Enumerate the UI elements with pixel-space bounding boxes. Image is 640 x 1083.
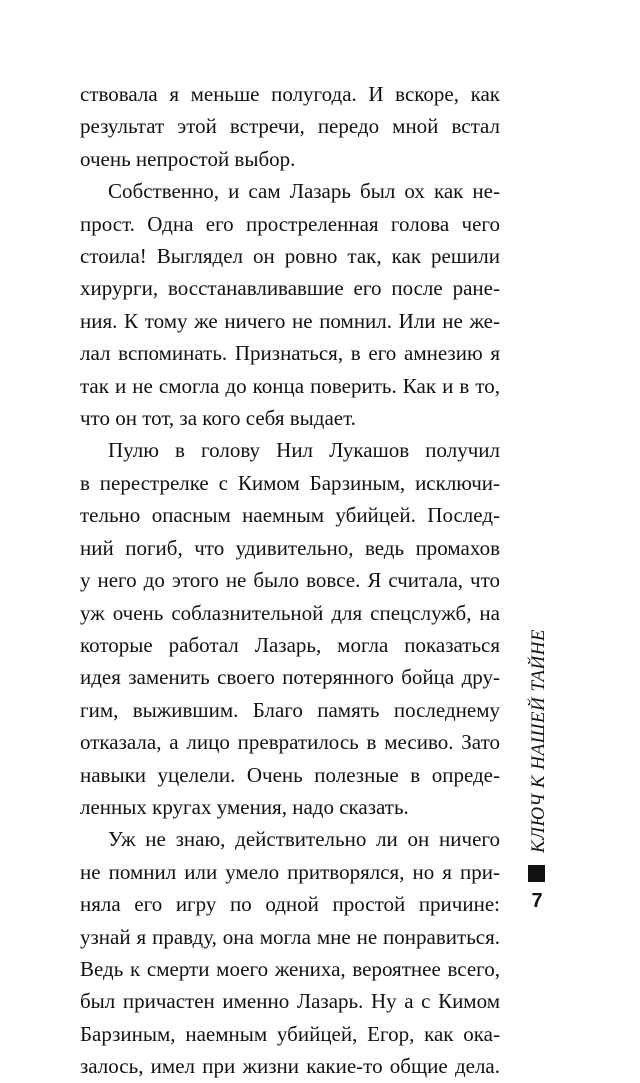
text-line: тельно опасным наемным убийцей. Послед-: [80, 503, 500, 528]
text-line: навыки уцелели. Очень полезные в опреде-: [80, 762, 500, 787]
text-line: прост. Одна его простреленная голова чего: [80, 211, 500, 236]
text-line: был причастен именно Лазарь. Ну а с Кимом: [80, 989, 500, 1014]
text-line: не помнил или умело притворялся, но я при-: [80, 859, 500, 884]
paragraph-1: [80, 78, 500, 175]
text-line: очень непростой выбор.: [80, 146, 296, 171]
text-line: Ведь к смерти моего жениха, вероятнее всего,: [80, 956, 500, 981]
text-line: лал вспоминать. Признаться, в его амнезию я: [80, 341, 500, 366]
page-number: 7: [531, 890, 543, 912]
text-line: ствовала я меньше полугода. И вскоре, как: [80, 82, 500, 106]
text-line: гим, выжившим. Благо память последнему: [80, 697, 500, 722]
paragraph-2: [80, 175, 500, 434]
text-line: залось, имел при жизни какие-то общие дела.: [80, 1054, 500, 1079]
text-line: узнай я правду, она могла мне не понравиться.: [80, 924, 500, 949]
text-line: отказала, а лицо превратилось в месиво. Зато: [80, 730, 500, 755]
text-line: у него до этого не было вовсе. Я считала, что: [80, 568, 500, 593]
text-line: идея заменить своего потерянного бойца дру-: [80, 665, 500, 690]
text-line: стоила! Выглядел он ровно так, как решили: [80, 244, 500, 269]
text-line: няла его игру по одной простой причине:: [80, 892, 500, 917]
running-title-text: КЛЮЧ К НАШЕЙ ТАЙНЕ: [528, 628, 550, 854]
paragraph-3: [80, 434, 500, 823]
text-line: Барзиным, наемным убийцей, Егор, как ока-: [80, 1021, 500, 1046]
text-line: Уж не знаю, действительно ли он ничего: [108, 827, 500, 852]
text-line: ния. К тому же ничего не помнил. Или не же-: [80, 308, 500, 333]
text-line: Пулю в голову Нил Лукашов получил: [108, 438, 500, 463]
text-line: в перестрелке с Кимом Барзиным, исключи-: [80, 470, 500, 495]
page-body-text: [80, 78, 500, 1083]
text-line: которые работал Лазарь, могла показаться: [80, 632, 500, 657]
text-line: Собственно, и сам Лазарь был ох как не-: [108, 179, 500, 204]
text-line: ленных кругах умения, надо сказать.: [80, 794, 409, 819]
text-line: результат этой встречи, передо мной встал: [80, 114, 500, 139]
running-title: [528, 626, 550, 856]
text-line: хирурги, восстанавливавшие его после ране-: [80, 276, 500, 301]
paragraph-4: [80, 823, 500, 1082]
text-line: так и не смогла до конца поверить. Как и в то,: [80, 373, 500, 398]
text-line: уж очень соблазнительной для спецслужб, на: [80, 600, 500, 625]
text-line: ний погиб, что удивительно, ведь промахов: [80, 535, 500, 560]
black-square-marker-icon: [528, 865, 545, 882]
text-line: что он тот, за кого себя выдает.: [80, 406, 356, 431]
